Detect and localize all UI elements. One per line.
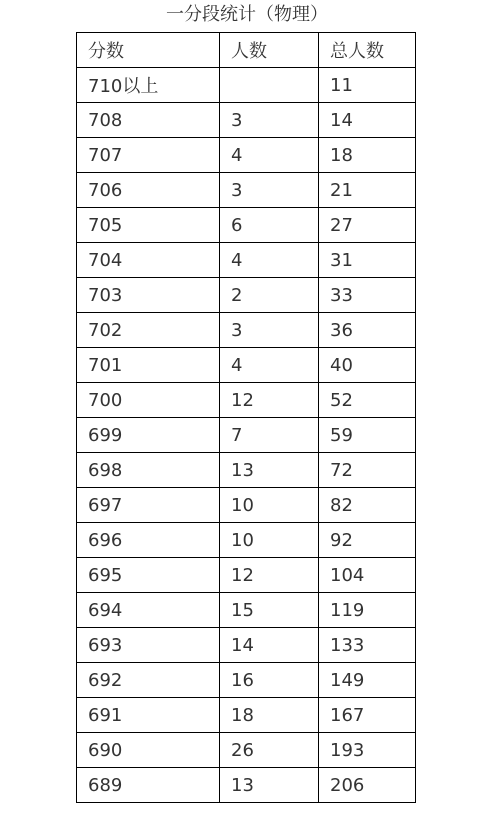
cell-cumulative: 206 [319,768,416,803]
table-row [77,628,416,663]
cell-count: 6 [220,208,319,243]
cell-count: 3 [220,103,319,138]
cell-score: 710以上 [77,68,220,103]
cell-count: 12 [220,383,319,418]
cell-score: 694 [77,593,220,628]
table-row [77,313,416,348]
cell-score: 708 [77,103,220,138]
cell-score: 707 [77,138,220,173]
table-row [77,173,416,208]
cell-score: 691 [77,698,220,733]
cell-cumulative: 149 [319,663,416,698]
table-row [77,103,416,138]
table-header-row [77,33,416,68]
table-row [77,243,416,278]
cell-score: 699 [77,418,220,453]
cell-score: 701 [77,348,220,383]
cell-cumulative: 119 [319,593,416,628]
cell-score: 698 [77,453,220,488]
cell-cumulative: 52 [319,383,416,418]
cell-count [220,68,319,103]
table-row [77,768,416,803]
cell-count: 7 [220,418,319,453]
cell-count: 15 [220,593,319,628]
cell-score: 695 [77,558,220,593]
cell-score: 704 [77,243,220,278]
table-row [77,138,416,173]
cell-cumulative: 31 [319,243,416,278]
cell-cumulative: 133 [319,628,416,663]
score-distribution-table [76,32,416,803]
cell-count: 14 [220,628,319,663]
cell-count: 4 [220,348,319,383]
table-row [77,278,416,313]
table-row [77,558,416,593]
table-row [77,418,416,453]
cell-count: 3 [220,173,319,208]
cell-cumulative: 18 [319,138,416,173]
cell-cumulative: 59 [319,418,416,453]
cell-cumulative: 33 [319,278,416,313]
cell-cumulative: 193 [319,733,416,768]
cell-cumulative: 82 [319,488,416,523]
cell-score: 696 [77,523,220,558]
header-cumulative: 总人数 [319,33,416,68]
table-row [77,453,416,488]
cell-count: 4 [220,138,319,173]
cell-count: 10 [220,523,319,558]
cell-count: 2 [220,278,319,313]
cell-score: 689 [77,768,220,803]
header-score: 分数 [77,33,220,68]
table-row [77,733,416,768]
cell-score: 692 [77,663,220,698]
table-row [77,68,416,103]
cell-score: 705 [77,208,220,243]
cell-cumulative: 27 [319,208,416,243]
cell-cumulative: 40 [319,348,416,383]
table-row [77,523,416,558]
cell-cumulative: 167 [319,698,416,733]
cell-cumulative: 11 [319,68,416,103]
table-row [77,488,416,523]
table-row [77,593,416,628]
table-row [77,698,416,733]
cell-cumulative: 104 [319,558,416,593]
table-row [77,383,416,418]
table-title: 一分段统计（物理） [166,4,328,25]
cell-count: 12 [220,558,319,593]
cell-cumulative: 72 [319,453,416,488]
cell-count: 10 [220,488,319,523]
cell-cumulative: 36 [319,313,416,348]
cell-cumulative: 14 [319,103,416,138]
cell-cumulative: 21 [319,173,416,208]
cell-score: 702 [77,313,220,348]
cell-count: 26 [220,733,319,768]
cell-count: 13 [220,453,319,488]
table-row [77,208,416,243]
cell-count: 16 [220,663,319,698]
cell-count: 4 [220,243,319,278]
table-row [77,663,416,698]
cell-score: 697 [77,488,220,523]
cell-score: 703 [77,278,220,313]
cell-count: 3 [220,313,319,348]
cell-count: 13 [220,768,319,803]
cell-score: 693 [77,628,220,663]
table-row [77,348,416,383]
header-count: 人数 [220,33,319,68]
cell-count: 18 [220,698,319,733]
cell-score: 706 [77,173,220,208]
cell-cumulative: 92 [319,523,416,558]
cell-score: 690 [77,733,220,768]
cell-score: 700 [77,383,220,418]
